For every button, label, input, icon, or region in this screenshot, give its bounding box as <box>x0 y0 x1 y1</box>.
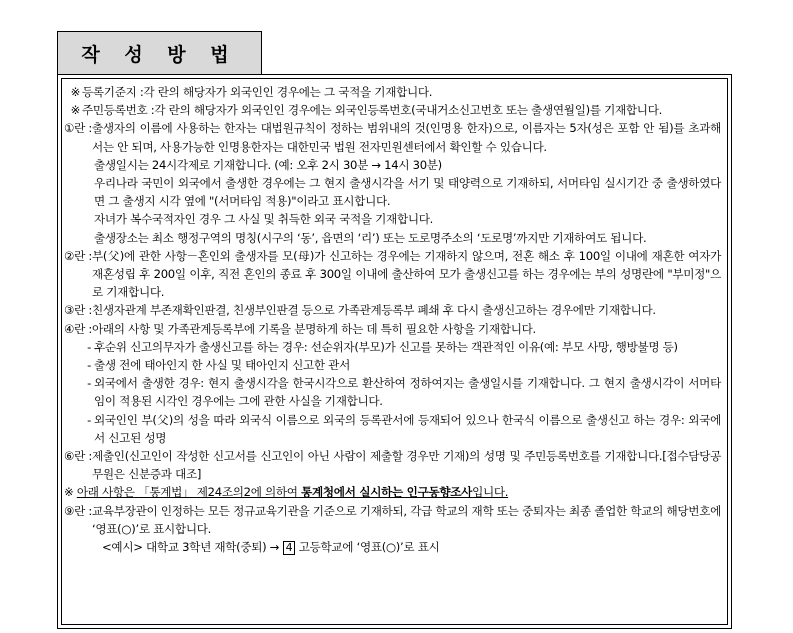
section-4-item <box>62 374 727 410</box>
section-1 <box>62 119 727 155</box>
note-mark: ※ <box>70 103 80 118</box>
section-text: 친생자관계 부존재확인판결, 친생부인판결 등으로 가족관계등록부 폐쇄 후 다시 출생신고하는 경우에만 기재합니다. <box>92 303 656 318</box>
section-2 <box>62 247 727 302</box>
list-item: 출생장소는 최소 행정구역의 명칭(시구의 ‘동’, 읍면의 ‘리’) 또는 도로명주소의 ‘도로명’까지만 기재하여도 됩니다. <box>94 230 647 245</box>
list-item: 우리나라 국민이 외국에서 출생한 경우에는 그 현지 출생시각을 서기 및 태양력으로 기재하되, 서머타임 실시기간 중 출생하였다면 그 출생지 시각 옆에 "(서머타임 적용)"이라고 표시합니다. <box>94 176 721 209</box>
section-1-item <box>62 229 727 247</box>
instructions-content <box>62 83 727 624</box>
statistics-law: 「통계법」 <box>138 485 194 500</box>
section-9 <box>62 502 727 538</box>
section-text: 교육부장관이 인정하는 모든 정규교육기관을 기준으로 기재하되, 각급 학교의 재학 또는 중퇴자는 최종 졸업한 학교의 해당번호에 ‘영표(○)’로 표시합니다. <box>92 503 721 536</box>
example-line <box>62 538 727 556</box>
dash-bullet: - <box>87 412 91 427</box>
section-text: 아래의 사항 및 가족관계등록부에 기록을 분명하게 하는 데 특히 필요한 사항을 기재합니다. <box>92 321 536 336</box>
section-label: ①란 : <box>64 121 92 136</box>
note-text: 각 란의 해당자가 외국인인 경우에는 그 국적을 기재합니다. <box>143 85 433 99</box>
section-label: ⑨란 : <box>64 503 92 518</box>
section-label: ②란 : <box>64 248 92 263</box>
section-4 <box>62 320 727 338</box>
section-3 <box>62 301 727 319</box>
instructions-inner-border <box>61 78 728 625</box>
section-1-item <box>62 156 727 174</box>
list-item: 출생일시는 24시각제로 기재합니다. (예: 오후 2시 30분 → 14시 30분) <box>94 157 442 172</box>
list-item: 출생 전에 태아인지 한 사실 및 태아인지 신고한 관서 <box>94 358 350 373</box>
example-prefix: <예시> 대학교 3학년 재학(중퇴) → <box>102 540 280 555</box>
note-text: 각 란의 해당자가 외국인인 경우에는 외국인등록번호(국내거소신고번호 또는 출생연월일)를 기재합니다. <box>154 103 662 118</box>
list-item: 자녀가 복수국적자인 경우 그 사실 및 취득한 외국 국적을 기재합니다. <box>94 212 434 227</box>
note-label: 주민등록번호 : <box>82 103 155 118</box>
section-1-item <box>62 210 727 228</box>
dash-bullet: - <box>87 376 91 391</box>
note-mark: ※ <box>70 85 80 99</box>
section-label: ④란 : <box>64 321 92 336</box>
section-label: ③란 : <box>64 303 92 318</box>
section-text: 출생자의 이름에 사용하는 한자는 대법원규칙이 정하는 범위내의 것(인명용 한자)으로, 이름자는 5자(성은 포함 안 됨)를 초과해서는 안 되며, 사용가능한 인명용한자는 대한민국 법원 전자민원센터에서 확인할 수 있습니다. <box>92 121 721 154</box>
note-domicile <box>62 83 727 101</box>
example-suffix: 고등학교에 ‘영표(○)’로 표시 <box>298 540 440 555</box>
title-box <box>57 31 262 74</box>
notice-mark: ※ <box>64 485 74 500</box>
section-1-item <box>62 174 727 210</box>
list-item: 외국인인 부(父)의 성을 따라 외국식 이름으로 외국의 등록관서에 등재되어 있으나 한국식 이름으로 출생신고 하는 경우: 외국에서 신고된 성명 <box>94 412 721 445</box>
page-title: 작 성 방 법 <box>81 43 238 66</box>
note-label: 등록기준지 : <box>82 85 144 99</box>
list-item: 외국에서 출생한 경우: 현지 출생시각을 한국시각으로 환산하여 정하여지는 출생일시를 기재합니다. 그 현지 출생시각이 서머타임이 적용된 시각인 경우에는 그에 관한 사실을 기재합니다. <box>94 376 721 409</box>
dash-bullet: - <box>87 339 91 354</box>
section-text: 제출인(신고인이 작성한 신고서를 신고인이 아닌 사람이 제출할 경우만 기재)의 성명 및 주민등록번호를 기재합니다.[접수담당공무원은 신분증과 대조] <box>92 449 721 482</box>
notice-text: 아래 사항은 「통계법」 제24조의2에 의하여 통계청에서 실시하는 인구동향조사입니다. <box>76 485 509 500</box>
section-4-item <box>62 338 727 356</box>
section-4-item <box>62 356 727 374</box>
instructions-box <box>57 74 732 629</box>
example-box-number: 4 <box>283 541 296 555</box>
note-resident-number <box>62 101 727 119</box>
dash-bullet: - <box>87 358 91 373</box>
list-item: 후순위 신고의무자가 출생신고를 하는 경우: 선순위자(부모)가 신고를 못하는 객관적인 이유(예: 부모 사망, 행방불명 등) <box>94 339 678 354</box>
section-label: ⑥란 : <box>64 449 92 464</box>
notice-bold: 통계청에서 실시하는 인구동향조사 <box>301 485 473 500</box>
section-6 <box>62 447 727 483</box>
section-4-item <box>62 411 727 447</box>
section-text: 부(父)에 관한 사항－혼인외 출생자를 모(母)가 신고하는 경우에는 기재하지 않으며, 전혼 해소 후 100일 이내에 재혼한 여자가 재혼성립 후 200일 이후, 직전 혼인의 종료 후 300일 이내에 출산하여 모가 출생신고를 하는 경우에는 부의 성명란에 "부미정"으로 기재합니다. <box>92 248 721 300</box>
statistics-notice <box>62 483 727 501</box>
